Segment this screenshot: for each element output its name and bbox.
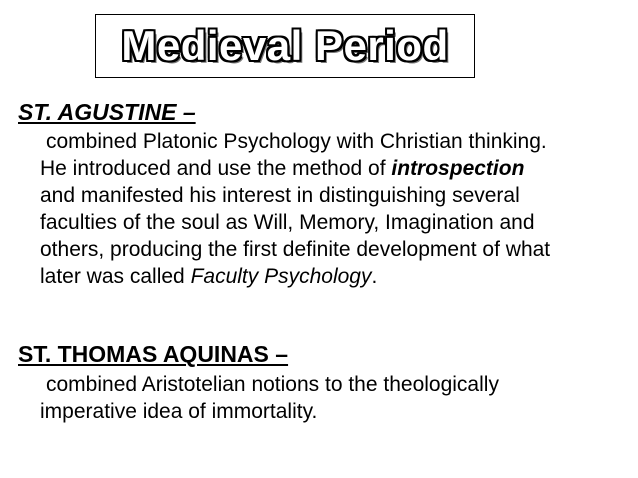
emphasis-faculty-psychology: Faculty Psychology <box>190 265 372 288</box>
body-line: imperative idea of immortality. <box>40 400 318 423</box>
title-box <box>95 14 475 78</box>
body-line: others, producing the first definite development of what <box>40 238 551 261</box>
body-line: combined Platonic Psychology with Christian thinking. <box>46 130 547 153</box>
slide-title: Medieval Period <box>121 22 449 69</box>
section-heading-st-agustine: ST. AGUSTINE – <box>18 99 196 125</box>
body-line-text: later was called <box>40 265 191 288</box>
body-line: faculties of the soul as Will, Memory, Imagination and <box>40 211 535 234</box>
emphasis-introspection: introspection <box>391 157 525 180</box>
body-line-punct: . <box>371 265 378 288</box>
section-body-st-agustine <box>40 128 550 290</box>
body-line <box>40 263 550 290</box>
body-line: combined Aristotelian notions to the theologically <box>46 373 499 396</box>
section-heading-st-thomas-aquinas: ST. THOMAS AQUINAS – <box>18 341 289 367</box>
body-line-text: He introduced and use the method of <box>40 157 392 180</box>
section-body-st-thomas-aquinas <box>40 371 499 425</box>
body-line <box>40 155 550 182</box>
body-line: and manifested his interest in distinguishing several <box>40 184 520 207</box>
